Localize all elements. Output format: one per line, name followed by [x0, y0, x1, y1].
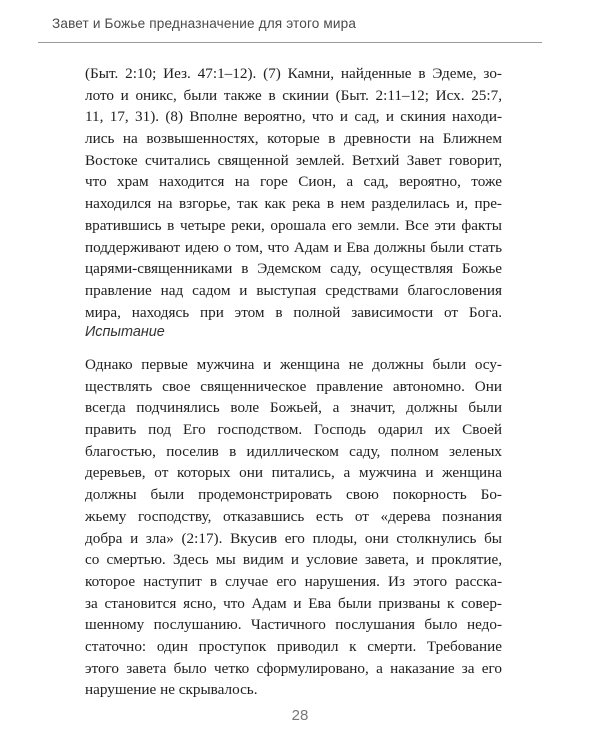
text-line: всегда подчинялись воле Божьей, а значит, должны были [85, 399, 502, 417]
paragraph-1 [85, 63, 502, 323]
text-line: лись на возвышенностях, которые в древности на Ближнем [85, 130, 502, 148]
text-line: добра и зла» (2:17). Вкусив его плоды, они столкнулись бы [85, 529, 502, 547]
page-number: 28 [291, 707, 309, 724]
text-line: которое наступит в случае его нарушения. Из этого расска- [85, 572, 502, 590]
text-line: ществлять свое священническое правление автономно. Они [85, 377, 502, 395]
text-line: мира, находясь при этом в полной зависимости от Бога. [85, 303, 502, 321]
section-heading: Испытание [85, 324, 165, 340]
text-line: (Быт. 2:10; Иез. 47:1–12). (7) Камни, найденные в Эдеме, зо- [85, 65, 502, 82]
text-line: должны были продемонстрировать свою покорность Бо- [85, 486, 502, 504]
header-divider [38, 42, 542, 43]
text-line: со смертью. Здесь мы видим и условие завета, и проклятие, [85, 551, 502, 569]
text-line: нарушение не скрывалось. [85, 681, 258, 699]
text-line: лото и оникс, были также в скинии (Быт. 2:11–12; Исх. 25:7, [85, 86, 502, 104]
text-line: деревьев, от которых они питались, а мужчина и женщина [85, 464, 502, 482]
text-line: царями-священниками в Эдемском саду, осуществляя Божье [85, 260, 502, 278]
text-line: статочно: один проступок приводил к смерти. Требование [85, 637, 502, 655]
text-line: этого завета было четко сформулировано, а наказание за его [85, 659, 502, 677]
text-line: правление над садом и выступая средствами благословения [85, 281, 502, 299]
text-line: поддерживают идею о том, что Адам и Ева должны были стать [85, 238, 502, 256]
text-line: вратившись в четыре реки, орошала его земли. Все эти факты [85, 216, 502, 234]
text-line: 11, 17, 31). (8) Вполне вероятно, что и сад, и скиния находи- [85, 108, 502, 126]
text-line: благостью, поселив в идиллическом саду, полном зеленых [85, 442, 502, 460]
running-header-title: Завет и Божье предназначение для этого мира [52, 16, 357, 31]
text-line: править под Его господством. Господь одарил их Своей [85, 421, 502, 439]
text-line: Однако первые мужчина и женщина не должны были осу- [85, 356, 502, 373]
text-line: Востоке считались священной землей. Ветхий Завет говорит, [85, 151, 502, 169]
text-line: жьему господству, отказавшись есть от «дерева познания [85, 507, 502, 525]
paragraph-2 [85, 354, 502, 701]
text-line: за становится ясно, что Адам и Ева были призваны к совер- [85, 594, 502, 612]
text-line: шенному послушанию. Частичного послушания было недо- [85, 616, 502, 634]
text-line: находился на взгорье, так как река в нем разделилась и, пре- [85, 195, 502, 213]
text-line: что храм находится на горе Сион, а сад, вероятно, тоже [85, 173, 502, 191]
